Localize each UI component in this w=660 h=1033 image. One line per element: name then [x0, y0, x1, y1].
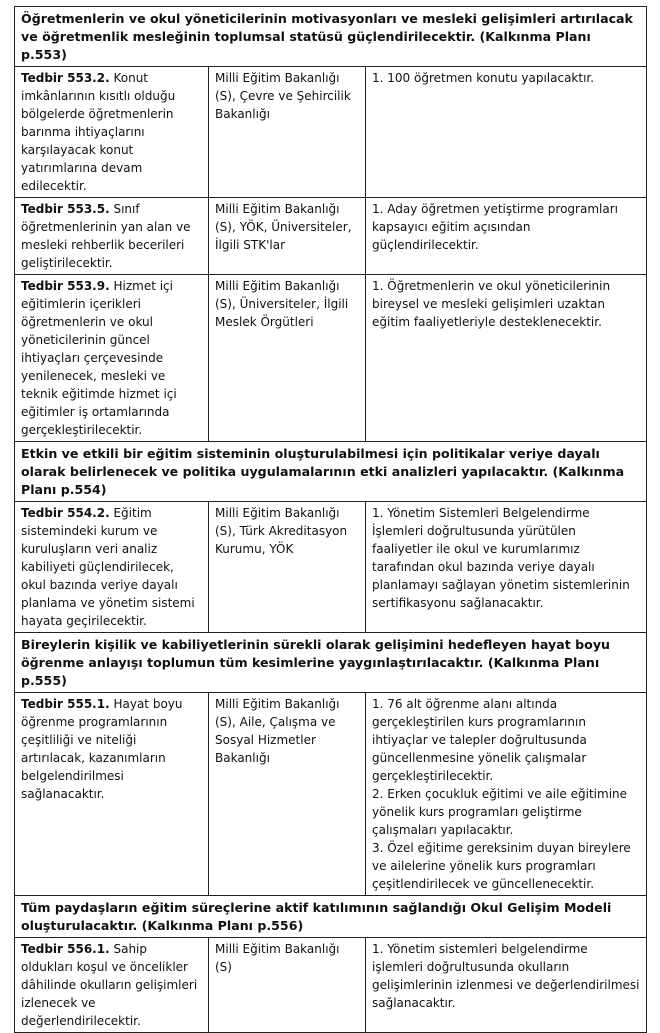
action-item: 1. Aday öğretmen yetiştirme programları kapsayıcı eğitim açısından güçlendirilecektir. — [372, 202, 618, 252]
measure-id: Tedbir 554.2. — [21, 506, 110, 520]
institutions-cell: Milli Eğitim Bakanlığı (S), YÖK, Üniversiteler, İlgili STK'lar — [209, 198, 366, 275]
actions-cell — [366, 198, 647, 275]
measure-cell — [15, 938, 209, 1033]
actions-cell — [366, 693, 647, 896]
table-row — [15, 275, 647, 442]
section-header: Etkin ve etkili bir eğitim sisteminin oluşturulabilmesi için politikalar veriye dayalı olarak belirlenecek ve politika uygulamalarının etki analizleri yapılacaktır. (Kalkınma Planı p.554) — [15, 442, 647, 502]
institutions-cell: Milli Eğitim Bakanlığı (S), Çevre ve Şehircilik Bakanlığı — [209, 67, 366, 198]
institutions-cell: Milli Eğitim Bakanlığı (S), Aile, Çalışma ve Sosyal Hizmetler Bakanlığı — [209, 693, 366, 896]
measure-text: Hayat boyu öğrenme programlarının çeşitliliği ve niteliği artırılacak, kazanımların belgelendirilmesi sağlanacaktır. — [21, 697, 183, 801]
measure-id: Tedbir 553.9. — [21, 279, 110, 293]
table-row — [15, 198, 647, 275]
measure-id: Tedbir 553.5. — [21, 202, 110, 216]
actions-cell — [366, 67, 647, 198]
section-header-row — [15, 896, 647, 938]
measure-text: Hizmet içi eğitimlerin içerikleri öğretmenlerin ve okul yöneticilerinin güncel ihtiyaçları çerçevesinde yenilenecek, mesleki ve teknik eğitimde hizmet içi eğitimler iş ortamlarında gerçekleştirilecektir. — [21, 279, 177, 437]
measure-text: Sahip oldukları koşul ve öncelikler dâhilinde okulların gelişimleri izlenecek ve değerlendirilecektir. — [21, 942, 198, 1028]
action-item: 1. Yönetim sistemleri belgelendirme işlemleri doğrultusunda okulların gelişimlerinin izlenmesi ve değerlendirilmesi sağlanacaktır. — [372, 942, 640, 1010]
table-row — [15, 693, 647, 896]
action-plan-table — [14, 6, 647, 1033]
action-item: 1. 100 öğretmen konutu yapılacaktır. — [372, 71, 595, 85]
table-row — [15, 938, 647, 1033]
section-header-row — [15, 442, 647, 502]
actions-cell — [366, 938, 647, 1033]
table-row — [15, 502, 647, 633]
measure-cell — [15, 693, 209, 896]
measure-text: Eğitim sistemindeki kurum ve kuruluşların veri analiz kabiliyeti güçlendirilecek, okul bazında veriye dayalı planlama ve yönetim sistemi hayata geçirilecektir. — [21, 506, 195, 628]
measure-id: Tedbir 553.2. — [21, 71, 110, 85]
actions-cell — [366, 275, 647, 442]
section-header-row — [15, 633, 647, 693]
action-item: 1. 76 alt öğrenme alanı altında gerçekleştirilen kurs programlarının ihtiyaçlar ve talepler doğrultusunda güncellenmesine yönelik çalışmalar gerçekleştirilecektir. — [372, 697, 587, 783]
action-item: 1. Öğretmenlerin ve okul yöneticilerinin bireysel ve mesleki gelişimleri uzaktan eğitim faaliyetleriyle desteklenecektir. — [372, 279, 611, 329]
measure-text: Sınıf öğretmenlerinin yan alan ve mesleki rehberlik becerileri geliştirilecektir. — [21, 202, 191, 270]
measure-cell — [15, 502, 209, 633]
institutions-cell: Milli Eğitim Bakanlığı (S) — [209, 938, 366, 1033]
section-header: Tüm paydaşların eğitim süreçlerine aktif katılımının sağlandığı Okul Gelişim Modeli oluşturulacaktır. (Kalkınma Planı p.556) — [15, 896, 647, 938]
measure-id: Tedbir 555.1. — [21, 697, 110, 711]
measure-cell — [15, 67, 209, 198]
table-row — [15, 67, 647, 198]
section-header-row — [15, 7, 647, 67]
actions-cell — [366, 502, 647, 633]
measure-text: Konut imkânlarının kısıtlı olduğu bölgelerde öğretmenlerin barınma ihtiyaçlarını karşılayacak konut yatırımlarına devam edilecektir. — [21, 71, 176, 193]
institutions-cell: Milli Eğitim Bakanlığı (S), Türk Akreditasyon Kurumu, YÖK — [209, 502, 366, 633]
institutions-cell: Milli Eğitim Bakanlığı (S), Üniversiteler, İlgili Meslek Örgütleri — [209, 275, 366, 442]
section-header: Bireylerin kişilik ve kabiliyetlerinin sürekli olarak gelişimini hedefleyen hayat boyu öğrenme anlayışı toplumun tüm kesimlerine yaygınlaştırılacaktır. (Kalkınma Planı p.555) — [15, 633, 647, 693]
section-header: Öğretmenlerin ve okul yöneticilerinin motivasyonları ve mesleki gelişimleri artırılacak ve öğretmenlik mesleğinin toplumsal statüsü güçlendirilecektir. (Kalkınma Planı p.553) — [15, 7, 647, 67]
measure-cell — [15, 275, 209, 442]
action-item: 1. Yönetim Sistemleri Belgelendirme İşlemleri doğrultusunda yürütülen faaliyetler ile okul ve kurumlarımız tarafından okul bazında veriye dayalı planlamayı sağlayan yönetim sistemlerinin sertifikasyonu sağlanacaktır. — [372, 506, 630, 610]
measure-id: Tedbir 556.1. — [21, 942, 110, 956]
action-item: 2. Erken çocukluk eğitimi ve aile eğitimine yönelik kurs programları geliştirme çalışmaları yapılacaktır. — [372, 787, 628, 837]
action-item: 3. Özel eğitime gereksinim duyan bireylere ve ailelerine yönelik kurs programları çeşitlendirilecek ve güncellenecektir. — [372, 841, 631, 891]
measure-cell — [15, 198, 209, 275]
